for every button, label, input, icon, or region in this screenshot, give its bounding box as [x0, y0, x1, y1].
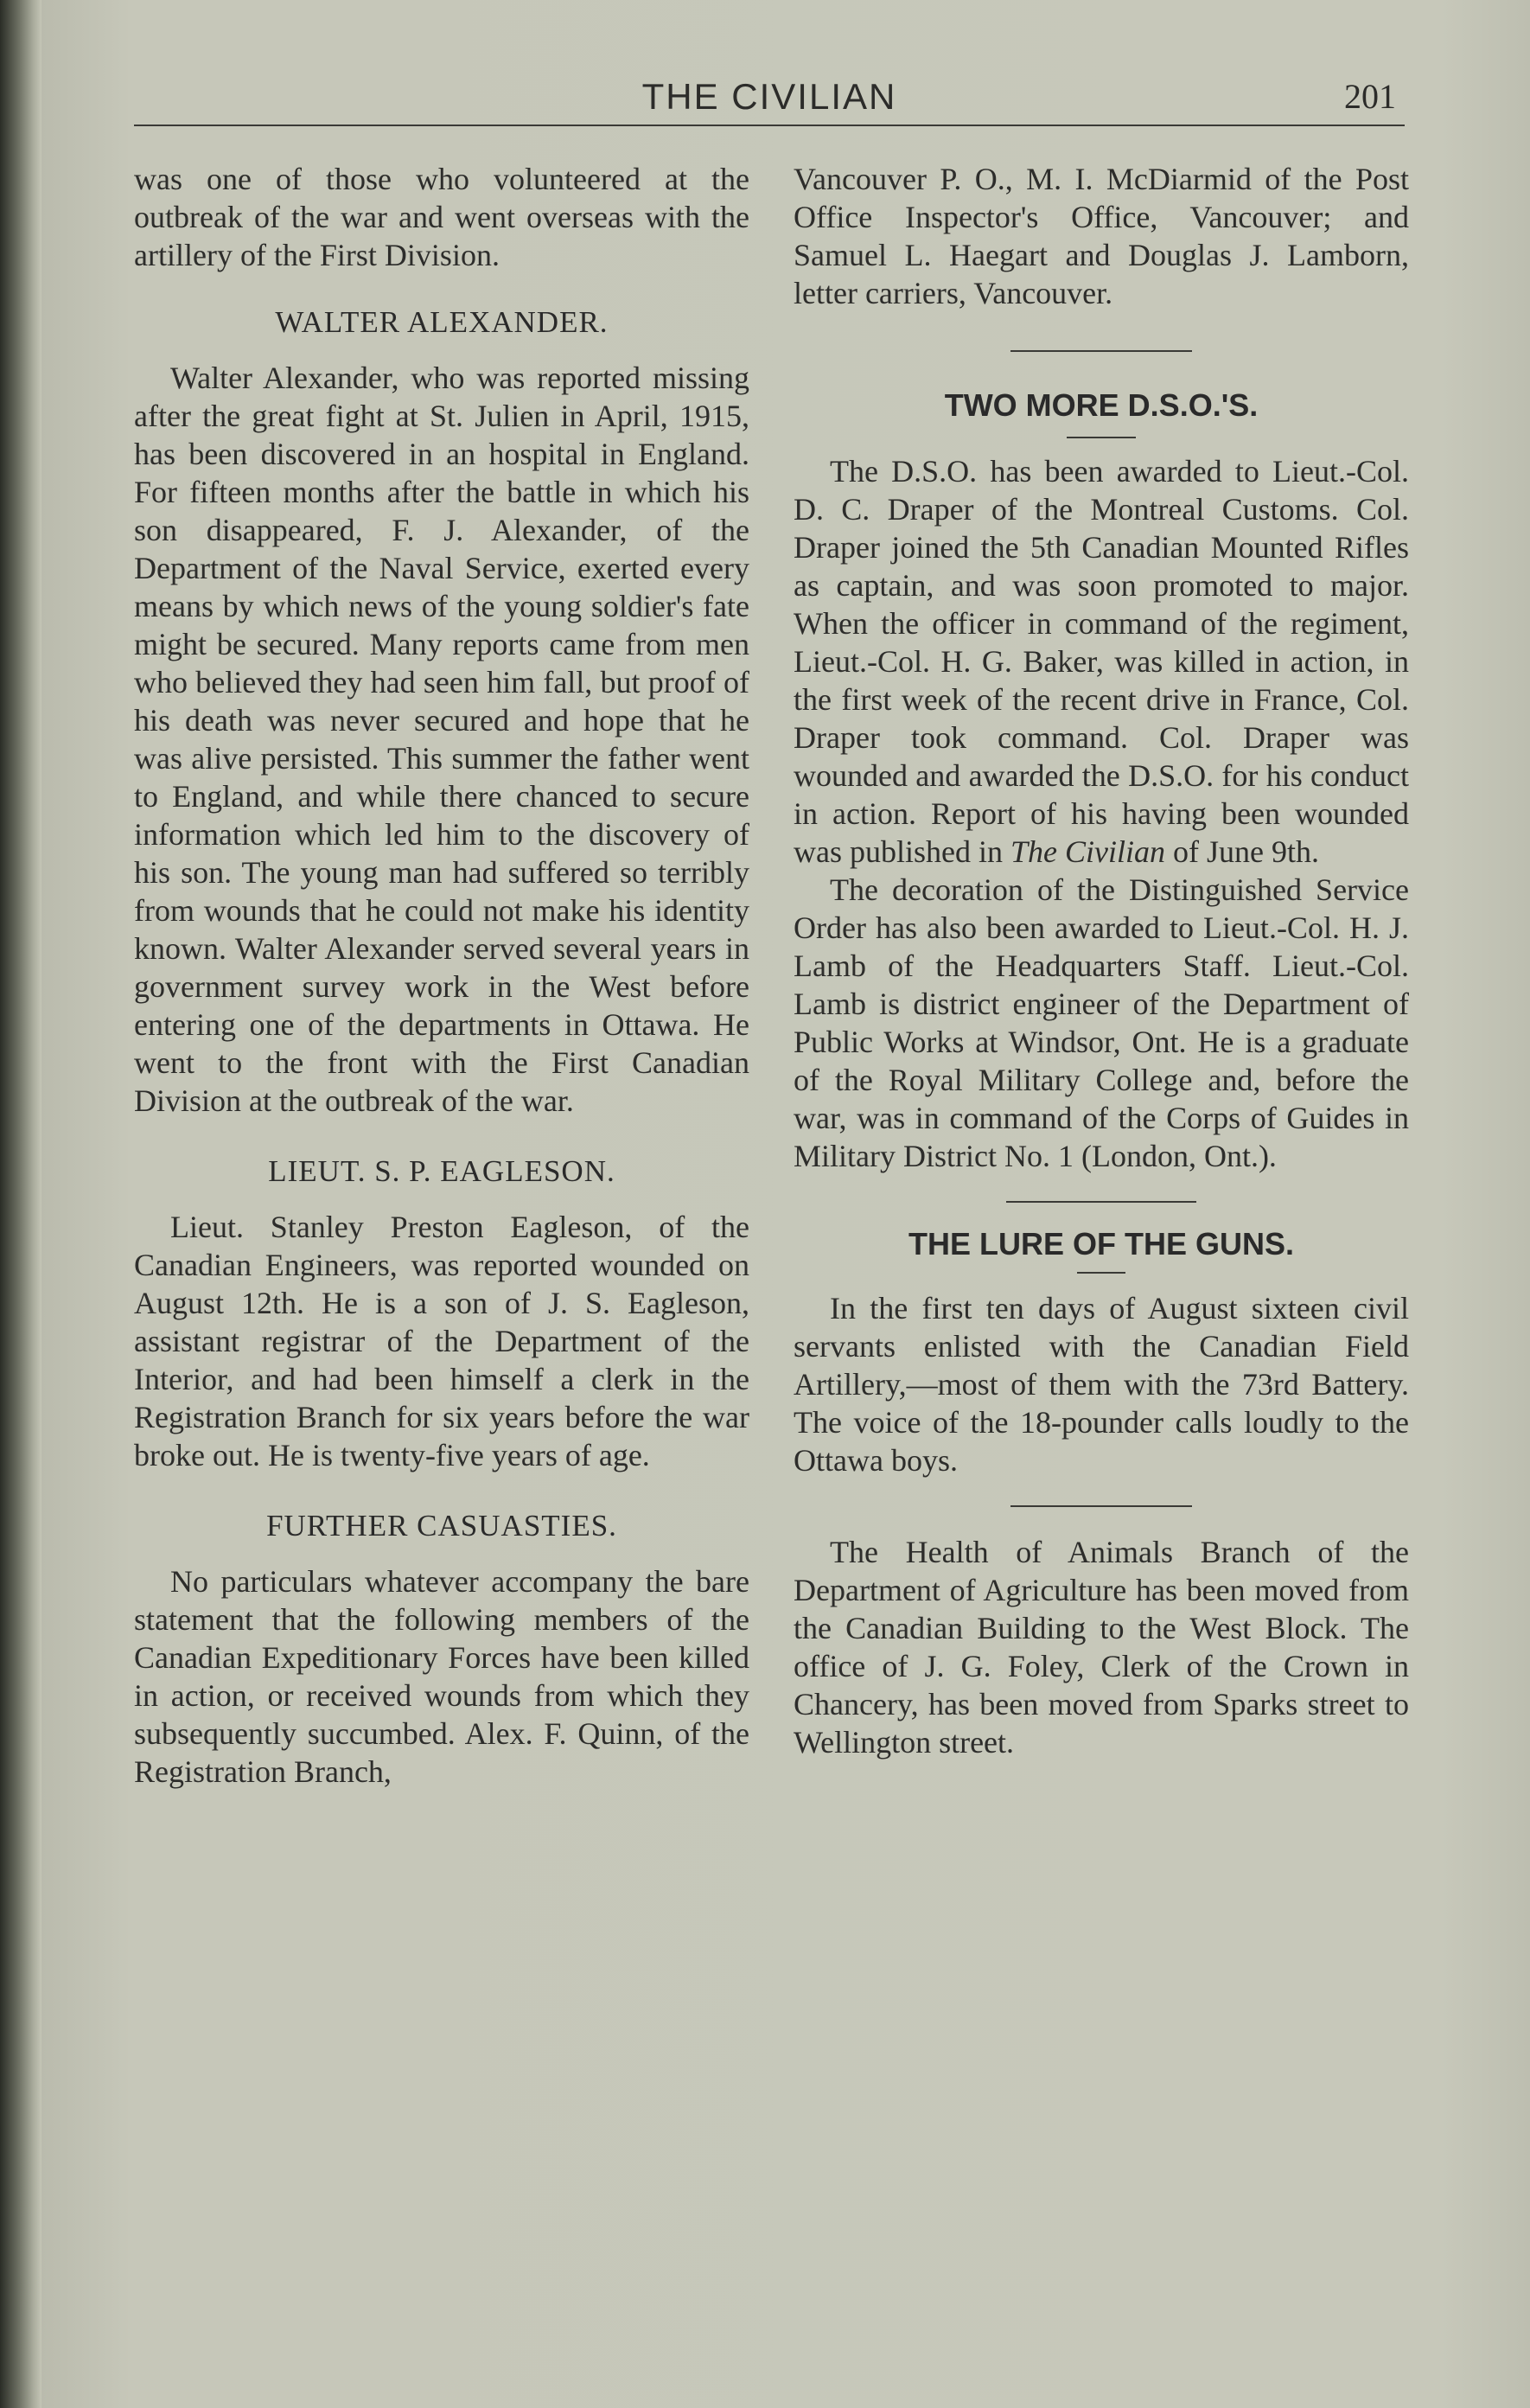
article-further-casualties: No particulars whatever accompany the bare statement that the following members of the Canadian Expeditionary Forces have been killed in action, or received wounds from which they subsequently succumbed. Alex. F. Quinn, of the Registration Branch, [134, 1564, 749, 1789]
book-spine-shadow [0, 0, 41, 2408]
continued-paragraph: was one of those who volunteered at the outbreak of the war and went overseas with the artillery of the First Division. [134, 162, 749, 272]
page-number: 201 [1344, 77, 1396, 116]
article-dso-draper [794, 452, 1409, 871]
heading-further-casualties: FURTHER CASUASTIES. [266, 1509, 617, 1543]
article-walter-alexander: Walter Alexander, who was reported missing after the great fight at St. Julien in April, 1915, has been discovered in an hospital in England. For fifteen months after the battle in which his son disappeared, F. J. Alexander, of the Department of the Naval Service, exerted every means by which news of the young soldier's fate might be secured. Many reports came from men who believed they had seen him fall, but proof of his death was never secured and hope that he was alive persisted. This summer the father went to England, and while there chanced to secure information which led him to the discovery of his son. The young man had suffered so terribly from wounds that he could not make his identity known. Walter Alexander served several years in government survey work in the West before entering one of the departments in Ottawa. He went to the front with the First Canadian Division at the outbreak of the war. [134, 361, 749, 1118]
article-lure-of-guns: In the first ten days of August sixteen civil servants enlisted with the Canadian Field Artillery,—most of them with the 73rd Battery. The voice of the 18-pounder calls loudly to the Ottawa boys. [794, 1291, 1409, 1478]
heading-eagleson: LIEUT. S. P. EAGLESON. [268, 1154, 615, 1188]
dso-text-part: The D.S.O. has been awarded to Lieut.-Col. D. C. Draper of the Montreal Customs. Col. Draper joined the 5th Canadian Mounted Rifles as captain, and was soon promoted to major. When the officer in command of the regiment, Lieut.-Col. H. G. Baker, was killed in action, in the first week of the recent drive in France, Col. Draper took command. Col. Draper was wounded and awarded the D.S.O. for his conduct in action. Report of his having been wounded was published in [794, 454, 1409, 869]
heading-walter-alexander: WALTER ALEXANDER. [275, 305, 609, 339]
heading-lure-of-guns: THE LURE OF THE GUNS. [908, 1226, 1294, 1261]
publication-title: THE CIVILIAN [641, 76, 897, 117]
dso-text-part: of June 9th. [1172, 834, 1319, 869]
continued-paragraph-right: Vancouver P. O., M. I. McDiarmid of the Post Office Inspector's Office, Vancouver; and Samuel L. Haegart and Douglas J. Lamborn, letter carriers, Vancouver. [794, 162, 1409, 310]
article-eagleson: Lieut. Stanley Preston Eagleson, of the Canadian Engineers, was reported wounded on August 12th. He is a son of J. S. Eagleson, assistant registrar of the Department of the Interior, and had been himself a clerk in the Registration Branch for six years before the war broke out. He is twenty-five years of age. [134, 1210, 749, 1472]
running-header [134, 73, 1405, 126]
article-dso-lamb: The decoration of the Distinguished Service Order has also been awarded to Lieut.-Col. H. J. Lamb of the Headquarters Staff. Lieut.-Col. Lamb is district engineer of the Department of Public Works at Windsor, Ont. He is a graduate of the Royal Military College and, before the war, was in command of the Corps of Guides in Military District No. 1 (London, Ont.). [794, 872, 1409, 1173]
right-column [794, 160, 1409, 1761]
article-health-of-animals: The Health of Animals Branch of the Department of Agriculture has been moved from the Canadian Building to the West Block. The office of J. G. Foley, Clerk of the Crown in Chancery, has been moved from Sparks street to Wellington street. [794, 1535, 1409, 1760]
heading-two-more-dso: TWO MORE D.S.O.'S. [944, 387, 1259, 423]
publication-reference: The Civilian [1010, 834, 1165, 869]
left-column [134, 160, 749, 1791]
